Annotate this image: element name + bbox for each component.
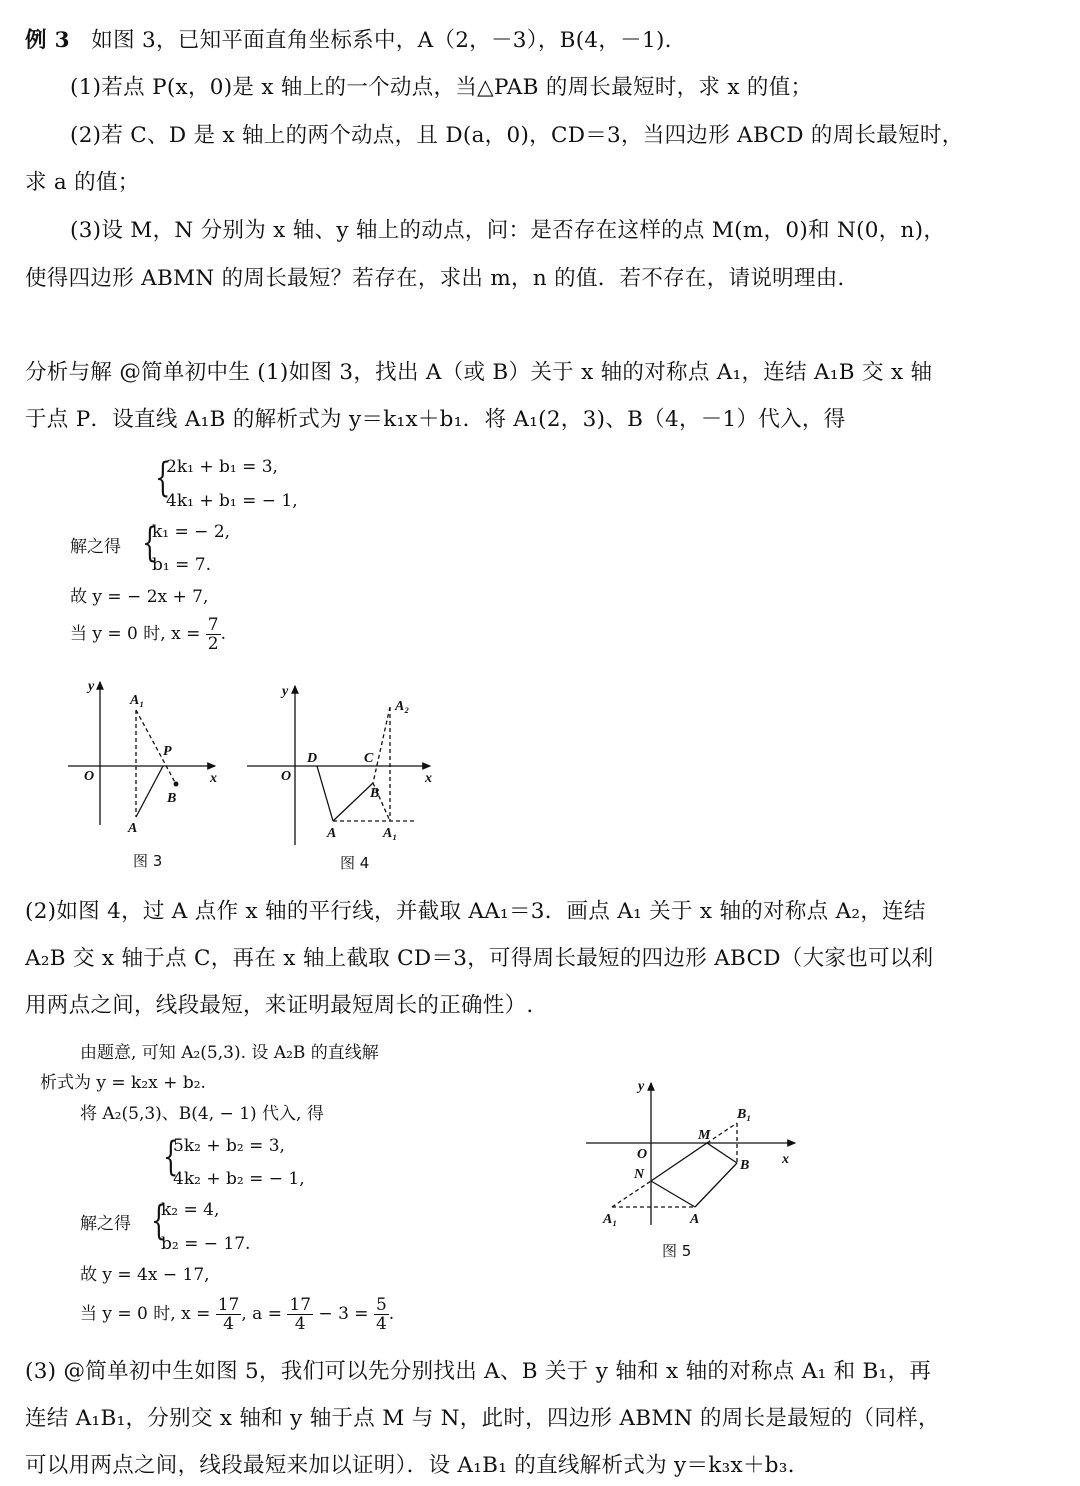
segment-n-m	[651, 1143, 707, 1181]
problem-intro-text: 如图 3，已知平面直角坐标系中，A（2，－3），B(4，－1).	[91, 28, 672, 53]
fraction-numerator: 7	[207, 615, 219, 635]
label-a1: A₁	[603, 1212, 618, 1227]
when-text: 当 y = 0 时, x =	[70, 624, 201, 644]
segment-b-a	[695, 1163, 737, 1207]
label-x: x	[782, 1152, 789, 1167]
block-2-line-2: 析式为 y = k₂x + b₂.	[40, 1073, 206, 1093]
label-b: B	[370, 786, 380, 801]
solve-label: 解之得	[70, 537, 121, 557]
figure-4-caption: 图 4	[340, 854, 370, 872]
label-o: O	[84, 769, 95, 784]
figure-3	[68, 679, 217, 870]
label-n: N	[634, 1167, 645, 1182]
label-c: C	[364, 751, 374, 766]
fraction-denominator: 4	[223, 1314, 234, 1334]
solution-brace: {	[142, 520, 158, 566]
solution-2-eq-2: b₂ = − 17.	[161, 1234, 251, 1254]
label-x: x	[210, 771, 217, 786]
fraction	[374, 1296, 389, 1333]
block-2-line-1: 由题意, 可知 A₂(5,3). 设 A₂B 的直线解	[80, 1043, 379, 1063]
label-x: x	[425, 771, 432, 786]
fraction-numerator: 5	[375, 1295, 387, 1315]
point-b	[174, 782, 178, 786]
segment-d-a	[317, 766, 333, 821]
solution-1-eq-1: k₁ = − 2,	[152, 522, 231, 542]
fraction	[206, 616, 221, 653]
segment-a-b	[333, 783, 373, 821]
label-b1: B₁	[737, 1107, 752, 1122]
solution-brace: {	[151, 1198, 167, 1244]
period: .	[220, 624, 226, 644]
figure-3-caption: 图 3	[133, 852, 163, 870]
fraction-denominator: 4	[294, 1314, 306, 1334]
label-a1: A₁	[383, 826, 398, 841]
label-a: A	[327, 826, 337, 841]
label-b: B	[740, 1158, 750, 1173]
label-a: A	[690, 1212, 700, 1227]
segment-b-a1	[373, 783, 390, 821]
system-1-eq-2: 4k₁ + b₁ = − 1,	[166, 491, 298, 511]
segment-a1-n	[612, 1181, 651, 1207]
solution-1-when	[70, 616, 226, 653]
solution-2-eq-1: k₂ = 4,	[161, 1200, 220, 1220]
system-2-eq-2: 4k₂ + b₂ = − 1,	[173, 1169, 305, 1189]
label-y: y	[282, 684, 289, 699]
label-y: y	[638, 1079, 645, 1094]
minus-three: − 3 =	[318, 1304, 369, 1324]
when-text: 当 y = 0 时, x =	[80, 1304, 211, 1324]
segment-a-p	[136, 766, 163, 817]
solve-label: 解之得	[80, 1214, 131, 1234]
label-m: M	[698, 1128, 711, 1143]
label-b: B	[167, 791, 177, 806]
segment-a-n	[651, 1181, 695, 1207]
label-y: y	[88, 679, 95, 694]
segment-a1-b	[136, 710, 177, 786]
figure-5	[586, 1079, 795, 1260]
fraction-numerator: 17	[289, 1295, 312, 1315]
question-3-line-1: (3)设 M，N 分别为 x 轴、y 轴上的动点，问：是否存在这样的点 M(m，0)和 N(0，n)，	[70, 218, 946, 243]
problem-intro	[25, 26, 672, 56]
period: .	[388, 1304, 395, 1324]
segment-m-b	[707, 1143, 737, 1163]
figure-4	[247, 684, 432, 872]
solution-3-line-3: 可以用两点之间，线段最短来加以证明）．设 A₁B₁ 的直线解析式为 y＝k₃x＋b₃．	[25, 1453, 810, 1478]
segment-m-b1	[707, 1123, 737, 1143]
label-p: P	[163, 744, 172, 759]
solution-3-line-2: 连结 A₁B₁，分别交 x 轴和 y 轴于点 M 与 N，此时，四边形 ABMN 的周长是最短的（同样，	[25, 1406, 940, 1431]
system-brace: {	[163, 1134, 179, 1180]
question-1: (1)若点 P(x，0)是 x 轴上的一个动点，当△PAB 的周长最短时，求 x 的值；	[70, 75, 813, 100]
problem-label: 例 3	[25, 28, 70, 53]
system-1-eq-1: 2k₁ + b₁ = 3,	[166, 457, 278, 477]
solution-2-result: 故 y = 4x − 17,	[80, 1265, 210, 1285]
fraction-denominator: 2	[207, 634, 219, 654]
solution-1-line-2: 于点 P．设直线 A₁B 的解析式为 y＝k₁x＋b₁．将 A₁(2，3)、B（4，－1）代入，得	[25, 407, 846, 432]
solution-1-eq-2: b₁ = 7.	[152, 555, 211, 575]
fraction	[216, 1296, 242, 1333]
solution-2-line-2: A₂B 交 x 轴于点 C，再在 x 轴上截取 CD＝3，可得周长最短的四边形 ABCD（大家也可以利	[25, 946, 934, 971]
question-3-line-2: 使得四边形 ABMN 的周长最短？若存在，求出 m，n 的值．若不存在，请说明理由．	[25, 266, 860, 291]
question-2-line-1: (2)若 C、D 是 x 轴上的两个动点，且 D(a，0)，CD＝3，当四边形 ABCD 的周长最短时，	[70, 123, 964, 148]
solution-2-line-1: (2)如图 4，过 A 点作 x 轴的平行线，并截取 AA₁＝3．画点 A₁ 关于 x 轴的对称点 A₂，连结	[25, 899, 926, 924]
solution-2-when	[80, 1296, 394, 1333]
fraction-numerator: 17	[217, 1295, 240, 1315]
segment-a2-b	[373, 707, 390, 783]
label-a2: A₂	[395, 699, 410, 714]
label-o: O	[637, 1147, 648, 1162]
block-2-line-3: 将 A₂(5,3)、B(4, − 1) 代入, 得	[80, 1104, 324, 1124]
solution-1-result: 故 y = − 2x + 7,	[70, 587, 209, 607]
system-brace: {	[155, 455, 171, 501]
solution-2-line-3: 用两点之间，线段最短，来证明最短周长的正确性）.	[25, 993, 534, 1018]
label-d: D	[307, 751, 318, 766]
solution-3-line-1: (3) @简单初中生如图 5，我们可以先分别找出 A、B 关于 y 轴和 x 轴的对称点 A₁ 和 B₁，再	[25, 1359, 932, 1384]
label-o: O	[281, 769, 292, 784]
label-a: A	[128, 821, 138, 836]
figure-5-caption: 图 5	[662, 1242, 692, 1260]
a-equals: , a =	[241, 1304, 282, 1324]
label-a1: A₁	[130, 693, 145, 708]
fraction	[287, 1296, 313, 1333]
system-2-eq-1: 5k₂ + b₂ = 3,	[173, 1136, 285, 1156]
solution-1-line-1: 分析与解 @简单初中生 (1)如图 3，找出 A（或 B）关于 x 轴的对称点 A₁，连结 A₁B 交 x 轴	[25, 360, 933, 385]
fraction-denominator: 4	[375, 1314, 387, 1334]
question-2-line-2: 求 a 的值；	[25, 170, 140, 195]
